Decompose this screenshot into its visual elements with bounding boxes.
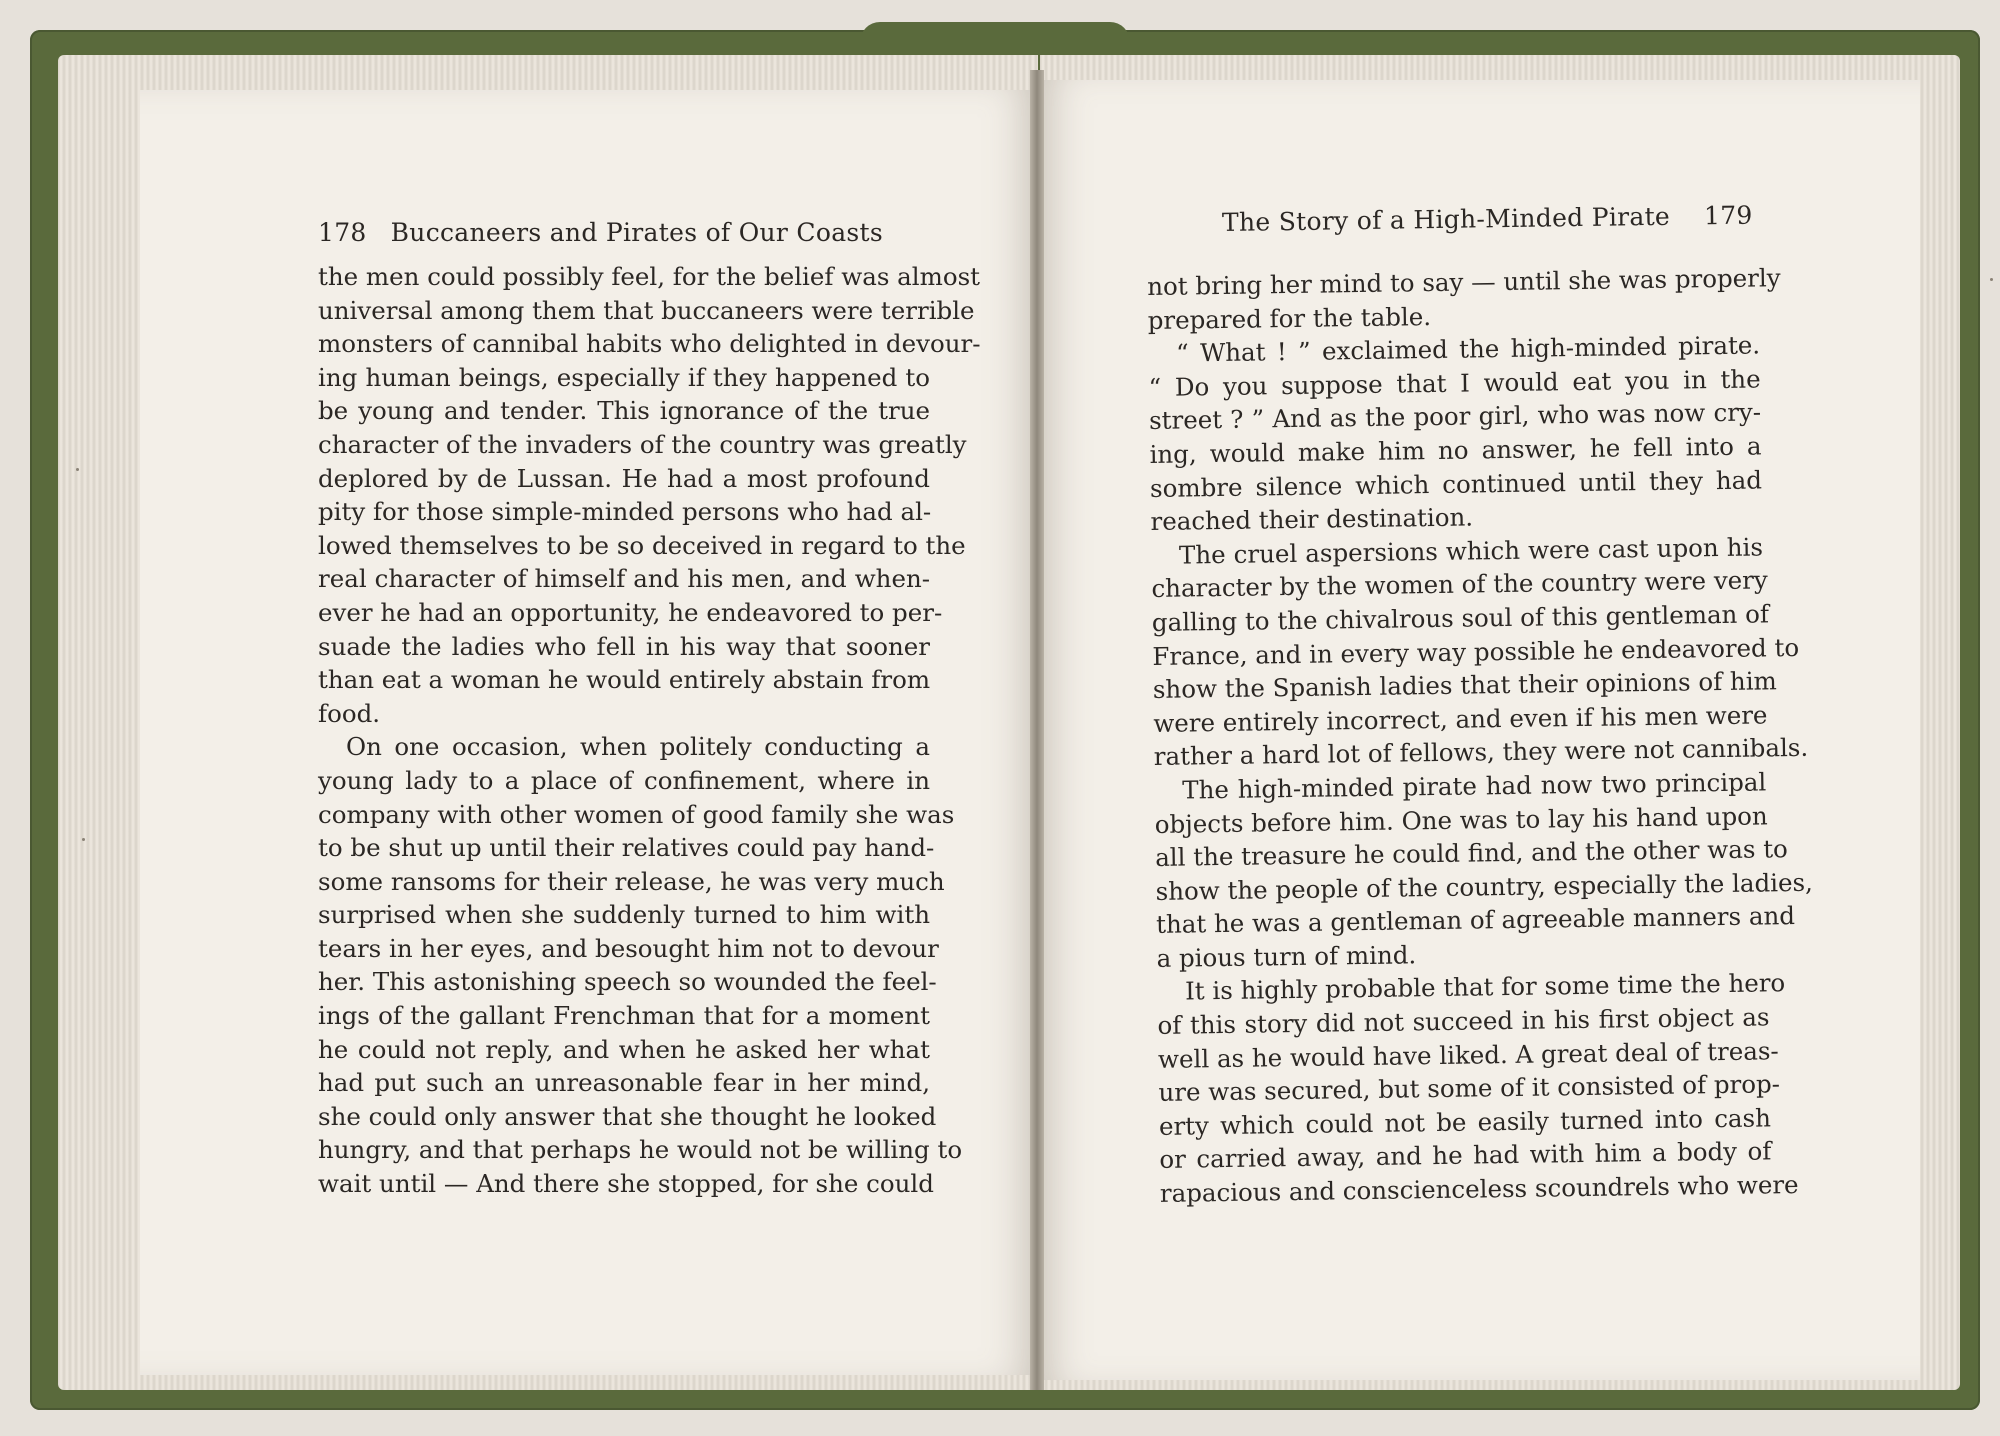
- text-line: well as he would have liked. A great deal of treas-: [1157, 1035, 1779, 1074]
- text-line: character of the invaders of the country was greatly: [318, 429, 967, 459]
- text-line: lowed themselves to be so deceived in regard to the: [318, 530, 966, 560]
- text-line: galling to the chivalrous soul of this gentleman of: [1151, 599, 1770, 637]
- text-line: ever he had an opportunity, he endeavored to per-: [318, 597, 943, 627]
- text-line: universal among them that buccaneers were terrible: [318, 295, 975, 325]
- text-line: It is highly probable that for some time the hero: [1184, 968, 1786, 1007]
- text-line: France, and in every way possible he endeavored to: [1152, 632, 1800, 671]
- text-line: rather a hard lot of fellows, they were not cannibals.: [1153, 733, 1809, 772]
- text-line: show the people of the country, especially the ladies,: [1155, 867, 1814, 906]
- text-line: sombre silence which continued until they had: [1149, 464, 1763, 503]
- paper-speck: [82, 838, 85, 841]
- text-line: some ransoms for their release, he was very much: [318, 866, 945, 896]
- text-line: prepared for the table.: [1147, 301, 1432, 335]
- text-line: rapacious and conscienceless scoundrels who were: [1159, 1170, 1799, 1208]
- text-line: show the Spanish ladies that their opinions of him: [1152, 666, 1777, 705]
- text-line: On one occasion, when politely conducting a: [346, 732, 930, 762]
- text-line: she could only answer that she thought he looked: [318, 1101, 937, 1131]
- text-line: suade the ladies who fell in his way that sooner: [318, 631, 930, 661]
- text-line: reached their destination.: [1150, 502, 1474, 537]
- paper-speck: [1990, 278, 1993, 281]
- text-line: erty which could not be easily turned into cash: [1158, 1103, 1772, 1141]
- text-line: “ Do you suppose that I would eat you in the: [1148, 364, 1761, 402]
- text-line: young lady to a place of confinement, where in: [318, 765, 930, 795]
- text-line: hungry, and that perhaps he would not be willing to: [318, 1135, 963, 1165]
- text-line: be young and tender. This ignorance of the true: [318, 396, 930, 426]
- paper-speck: [76, 468, 79, 471]
- text-line: ing human beings, especially if they happened to: [318, 362, 930, 392]
- text-line: he could not reply, and when he asked her what: [318, 1034, 930, 1064]
- left-page: [140, 90, 1035, 1375]
- book-gutter: [1030, 70, 1044, 1390]
- text-line: “ What ! ” exclaimed the high-minded pirate.: [1175, 330, 1761, 368]
- text-line: or carried away, and he had with him a body of: [1159, 1136, 1772, 1175]
- text-line: ings of the gallant Frenchman that for a moment: [318, 1001, 930, 1031]
- left-page-number: 178: [318, 218, 367, 247]
- text-line: pity for those simple-minded persons who had al-: [318, 497, 932, 527]
- text-line: than eat a woman he would entirely abstain from: [318, 665, 931, 695]
- text-line: all the treasure he could find, and the other was to: [1155, 834, 1789, 873]
- text-line: the men could possibly feel, for the belief was almost: [318, 262, 981, 291]
- right-page-number: 179: [1703, 200, 1753, 231]
- text-line: street ? ” And as the poor girl, who was now cry-: [1148, 397, 1762, 436]
- text-line: objects before him. One was to lay his hand upon: [1154, 800, 1768, 839]
- right-page: [1040, 80, 1920, 1380]
- text-line: to be shut up until their relatives could pay hand-: [318, 833, 935, 863]
- text-line: her. This astonishing speech so wounded the feel-: [318, 967, 937, 997]
- text-line: The cruel aspersions which were cast upon his: [1178, 532, 1764, 570]
- text-line: not bring her mind to say — until she was properly: [1147, 263, 1781, 301]
- text-line: tears in her eyes, and besought him not to devour: [318, 933, 939, 963]
- text-line: surprised when she suddenly turned to him with: [318, 900, 930, 930]
- text-line: had put such an unreasonable fear in her mind,: [318, 1068, 930, 1098]
- text-line: ure was secured, but some of it consisted of prop-: [1158, 1069, 1781, 1108]
- text-line: wait until — And there she stopped, for she could: [318, 1169, 934, 1199]
- text-line: that he was a gentleman of agreeable manners and: [1155, 901, 1796, 940]
- left-running-head: [318, 218, 883, 247]
- text-line: food.: [318, 698, 381, 728]
- left-body-text: [318, 260, 981, 1201]
- text-line: deplored by de Lussan. He had a most profound: [318, 463, 930, 493]
- text-line: a pious turn of mind.: [1156, 940, 1417, 973]
- right-body-text: [1147, 261, 1814, 1210]
- text-line: of this story did not succeed in his first object as: [1157, 1002, 1770, 1040]
- text-line: company with other women of good family she was: [318, 799, 955, 829]
- right-running-head: [1222, 201, 1753, 237]
- left-running-title: Buccaneers and Pirates of Our Coasts: [390, 218, 884, 247]
- text-line: ing, would make him no answer, he fell into a: [1149, 431, 1762, 469]
- text-line: The high-minded pirate had now two principal: [1182, 767, 1767, 805]
- text-line: monsters of cannibal habits who delighted in devour-: [318, 329, 981, 359]
- text-line: were entirely incorrect, and even if his men were: [1153, 700, 1768, 738]
- right-running-title: The Story of a High-Minded Pirate: [1221, 201, 1671, 237]
- text-line: character by the women of the country were very: [1151, 565, 1768, 604]
- text-line: real character of himself and his men, and when-: [318, 564, 930, 594]
